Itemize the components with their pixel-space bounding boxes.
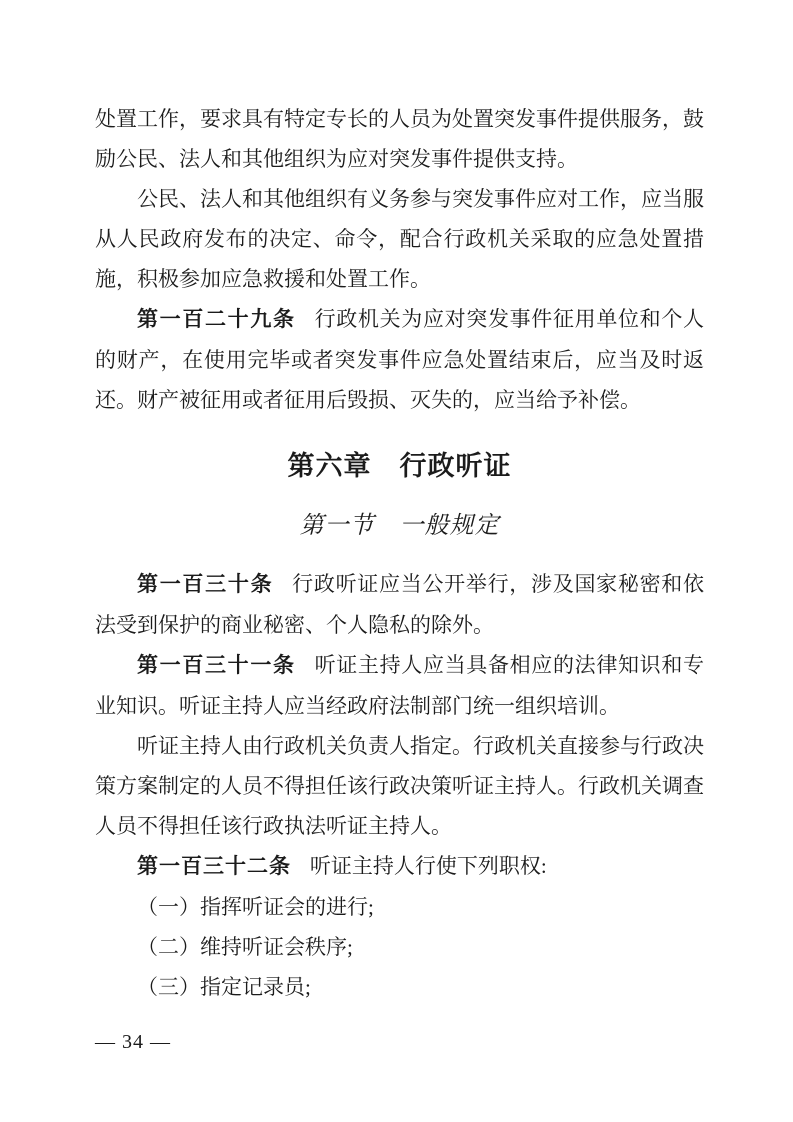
section-heading: 第一节 一般规定	[299, 513, 500, 539]
paragraph: 听证主持人由行政机关负责人指定。行政机关直接参与行政决策方案制定的人员不得担任该行政决策听证主持人。行政机关调查人员不得担任该行政执法听证主持人。	[95, 734, 704, 838]
list-item: （一）指挥听证会的进行;	[137, 895, 374, 919]
article-131	[95, 645, 704, 726]
list-item: （三）指定记录员;	[137, 975, 311, 999]
paragraph: 公民、法人和其他组织有义务参与突发事件应对工作，应当服从人民政府发布的决定、命令，配合行政机关采取的应急处置措施，积极参加应急救援和处置工作。	[95, 187, 704, 291]
page-number: — 34 —	[95, 1031, 171, 1053]
article-131-number: 第一百三十一条	[137, 654, 296, 677]
article-130-text: 行政听证应当公开举行，涉及国家秘密和依法受到保护的商业秘密、个人隐私的除外。	[95, 572, 705, 637]
article-132-text: 听证主持人行使下列职权:	[309, 854, 547, 878]
article-130	[95, 564, 704, 645]
article-132-number: 第一百三十二条	[137, 855, 291, 878]
article-129-text: 行政机关为应对突发事件征用单位和个人的财产，在使用完毕或者突发事件应急处置结束后，应当及时返还。财产被征用或者征用后毁损、灭失的，应当给予补偿。	[95, 307, 705, 412]
article-129	[95, 299, 704, 420]
article-129-number: 第一百二十九条	[137, 308, 296, 331]
article-131-text: 听证主持人应当具备相应的法律知识和专业知识。听证主持人应当经政府法制部门统一组织培训。	[95, 653, 705, 718]
article-130-number: 第一百三十条	[137, 573, 274, 596]
chapter-heading: 第六章 行政听证	[287, 451, 512, 481]
list-item: （二）维持听证会秩序;	[137, 935, 353, 959]
article-132	[95, 846, 704, 887]
paragraph-continuation: 处置工作，要求具有特定专长的人员为处置突发事件提供服务，鼓励公民、法人和其他组织为应对突发事件提供支持。	[95, 107, 704, 171]
